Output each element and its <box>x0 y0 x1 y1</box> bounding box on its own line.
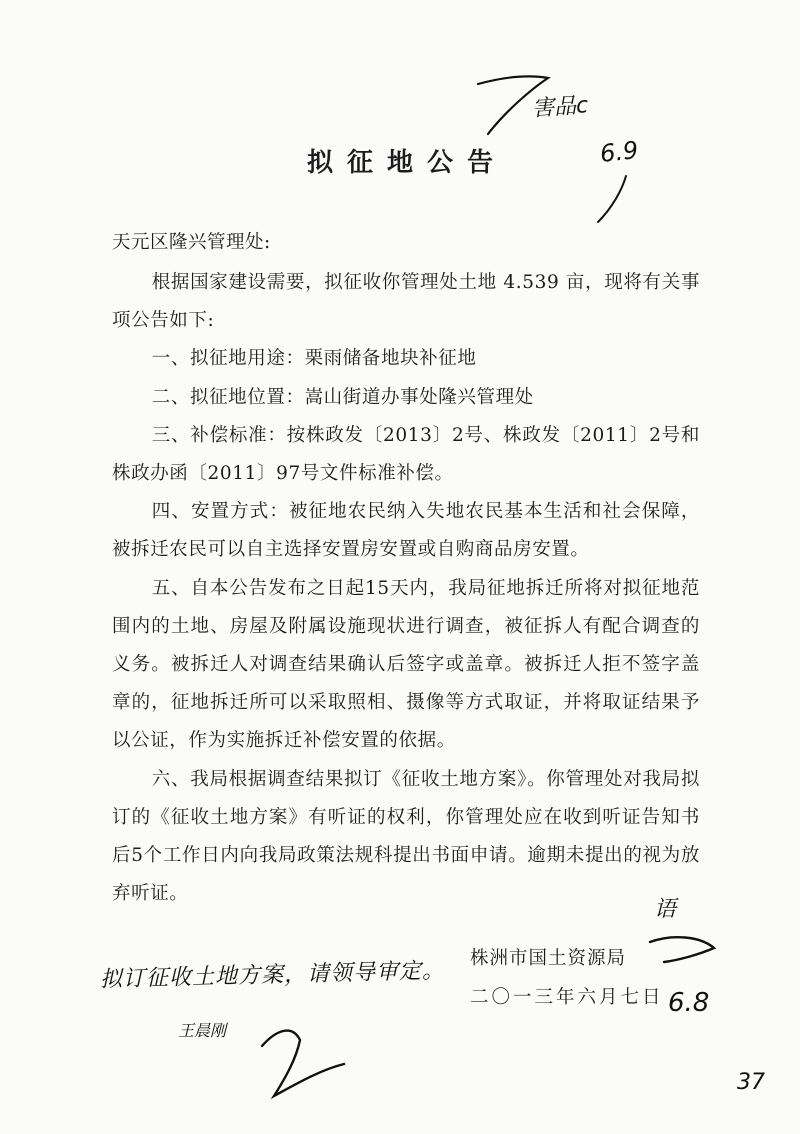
paragraph-item-6: 六、我局根据调查结果拟订《征收土地方案》。你管理处对我局拟订的《征收土地方案》有听证的权利，你管理处应在收到听证告知书后5个工作日内向我局政策法规科提出书面申请。逾期未提出的视为放弃听证。 <box>112 768 700 905</box>
paragraph-intro: 根据国家建设需要，拟征收你管理处土地 4.539 亩，现将有关事项公告如下: <box>112 272 700 332</box>
handwritten-name: 王晨刚 <box>178 1021 227 1040</box>
signature-tail-top <box>598 176 626 222</box>
issue-date: 二〇一三年六月七日 <box>470 987 664 1008</box>
document-title: 拟征地公告 <box>306 148 507 178</box>
signature-stroke-bottom <box>262 1031 344 1096</box>
paragraph-item-4: 四、安置方式：被征地农民纳入失地农民基本生活和社会保障，被拆迁农民可以自主选择安置房安置或自购商品房安置。 <box>112 501 700 561</box>
paragraph-item-3: 三、补偿标准：按株政发〔2013〕2号、株政发〔2011〕2号和株政办函〔2011〕97号文件标准补偿。 <box>112 424 700 485</box>
paragraph-item-5: 五、自本公告发布之日起15天内，我局征地拆迁所将对拟征地范围内的土地、房屋及附属设施现状进行调查，被征拆人有配合调查的义务。被拆迁人对调查结果确认后签字或盖章。被拆迁人拒不签字盖章的，征地拆迁所可以采取照相、摄像等方式取证，并将取证结果予以公证，作为实施拆迁补偿安置的依据。 <box>112 577 700 752</box>
handwritten-date-right: 6.8 <box>668 988 710 1018</box>
paragraph-item-1: 一、拟征地用途：栗雨储备地块补征地 <box>151 348 477 370</box>
document-body <box>112 264 700 913</box>
handwritten-annotation-right: 语 <box>654 897 677 922</box>
addressee: 天元区隆兴管理处: <box>112 232 271 253</box>
handwritten-instruction: 拟订征收土地方案，请领导审定。 <box>99 958 446 993</box>
issuer-name: 株洲市国土资源局 <box>470 948 627 969</box>
handwritten-date-top: 6.9 <box>598 136 640 168</box>
paragraph-item-2: 二、拟征地位置：嵩山街道办事处隆兴管理处 <box>151 386 534 408</box>
signature-stroke-right <box>650 937 714 962</box>
handwritten-annotation-top: 害品c <box>531 93 590 122</box>
page-number: 37 <box>737 1070 765 1095</box>
